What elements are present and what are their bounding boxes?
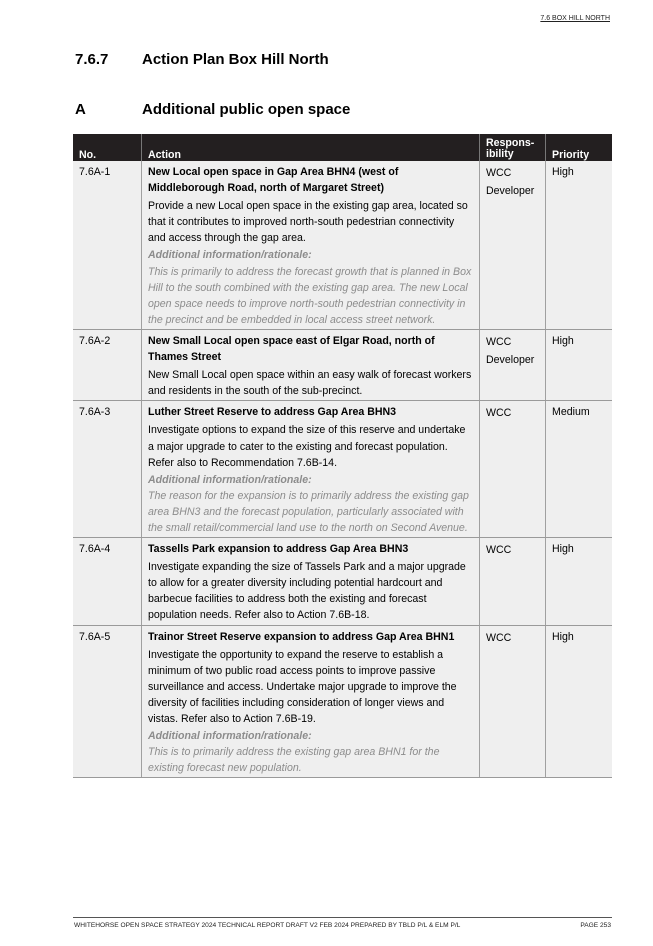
responsible-party: Developer xyxy=(486,185,535,197)
action-cell xyxy=(142,625,480,778)
header-action: Action xyxy=(142,134,480,161)
footer-text: WHITEHORSE OPEN SPACE STRATEGY 2024 TECHNICAL REPORT DRAFT V2 FEB 2024 PREPARED BY TBLD P/L & ELM P/L xyxy=(74,922,461,929)
action-number: 7.6A-2 xyxy=(73,329,142,400)
header-responsibility: Respons- ibility xyxy=(480,134,546,161)
priority-cell: High xyxy=(546,329,613,400)
action-table xyxy=(73,134,612,778)
running-header: 7.6 BOX HILL NORTH xyxy=(540,15,610,22)
table-row xyxy=(73,329,612,400)
action-description: New Small Local open space within an easy walk of forecast workers and residents in the south of the sub-precinct. xyxy=(148,369,472,398)
action-title: Tassells Park expansion to address Gap Area BHN3 xyxy=(148,543,409,556)
action-description: Investigate expanding the size of Tassels Park and a major upgrade to allow for a greater diversity including potential hardcourt and barbecue facilities to address both the existing and forecast population needs. Refer also to Action 7.6B-18. xyxy=(148,561,466,622)
responsibility-cell xyxy=(480,161,546,329)
additional-info-heading: Additional information/rationale: xyxy=(148,249,312,262)
table-header-row xyxy=(73,134,612,161)
subsection-letter: A xyxy=(75,101,86,118)
header-priority: Priority xyxy=(546,134,613,161)
priority-cell: High xyxy=(546,161,613,329)
subsection-heading xyxy=(75,101,350,118)
page-number: PAGE 253 xyxy=(580,922,611,929)
action-title: New Local open space in Gap Area BHN4 (west of Middleborough Road, north of Margaret Street) xyxy=(148,166,399,195)
additional-info-heading: Additional information/rationale: xyxy=(148,473,312,486)
responsibility-cell xyxy=(480,538,546,625)
responsible-party: WCC xyxy=(486,631,512,644)
subsection-title: Additional public open space xyxy=(142,101,351,118)
additional-info-text: This is to primarily address the existing gap area BHN1 for the existing forecast new population. xyxy=(148,746,440,775)
action-number: 7.6A-3 xyxy=(73,401,142,538)
table-row xyxy=(73,401,612,538)
action-cell xyxy=(142,538,480,625)
footer-rule xyxy=(73,917,612,918)
section-number: 7.6.7 xyxy=(75,51,109,68)
responsible-party: WCC xyxy=(486,335,512,348)
responsibility-cell xyxy=(480,625,546,778)
section-title: Action Plan Box Hill North xyxy=(142,51,329,68)
header-no: No. xyxy=(73,134,142,161)
action-title: Luther Street Reserve to address Gap Area BHN3 xyxy=(148,406,397,419)
action-description: Provide a new Local open space in the existing gap area, located so that it contributes to improved north-south pedestrian connectivity and access through the gap area. xyxy=(148,200,468,245)
table-row xyxy=(73,625,612,778)
additional-info-text: This is primarily to address the forecast growth that is planned in Box Hill to the south combined with the existing gap area. The new Local open space needs to improve north-south pedestrian connectivity in the precinct and be embedded in local access street network. xyxy=(148,265,472,326)
responsibility-cell xyxy=(480,401,546,538)
table-row xyxy=(73,161,612,329)
action-number: 7.6A-1 xyxy=(73,161,142,329)
action-title: Trainor Street Reserve expansion to address Gap Area BHN1 xyxy=(148,630,455,643)
additional-info-text: The reason for the expansion is to primarily address the existing gap area BHN3 and the forecast population, particularly associated with the small retail/commercial land use to the north on Second Avenue. xyxy=(148,489,469,534)
action-cell xyxy=(142,329,480,400)
action-cell xyxy=(142,401,480,538)
priority-cell: High xyxy=(546,538,613,625)
responsible-party: WCC xyxy=(486,167,512,179)
action-number: 7.6A-5 xyxy=(73,625,142,778)
responsible-party: WCC xyxy=(486,544,512,557)
action-description: Investigate options to expand the size of this reserve and undertake a major upgrade to cater to the existing and forecast population. Refer also to Recommendation 7.6B-14. xyxy=(148,424,466,469)
responsibility-cell xyxy=(480,329,546,400)
action-number: 7.6A-4 xyxy=(73,538,142,625)
priority-cell: High xyxy=(546,625,613,778)
responsible-party: WCC xyxy=(486,407,512,420)
action-cell xyxy=(142,161,480,329)
priority-cell: Medium xyxy=(546,401,613,538)
action-title: New Small Local open space east of Elgar Road, north of Thames Street xyxy=(148,334,435,364)
action-description: Investigate the opportunity to expand the reserve to establish a minimum of two public road access points to improve passive surveillance and access. Undertake major upgrade to improve the diversity of facilities including consideration of longer views and vistas. Refer also to Action 7.6B-19. xyxy=(148,648,457,725)
table-row xyxy=(73,538,612,625)
additional-info-heading: Additional information/rationale: xyxy=(148,730,312,743)
responsible-party: Developer xyxy=(486,353,535,366)
section-heading xyxy=(75,51,329,68)
table-body xyxy=(73,161,612,778)
